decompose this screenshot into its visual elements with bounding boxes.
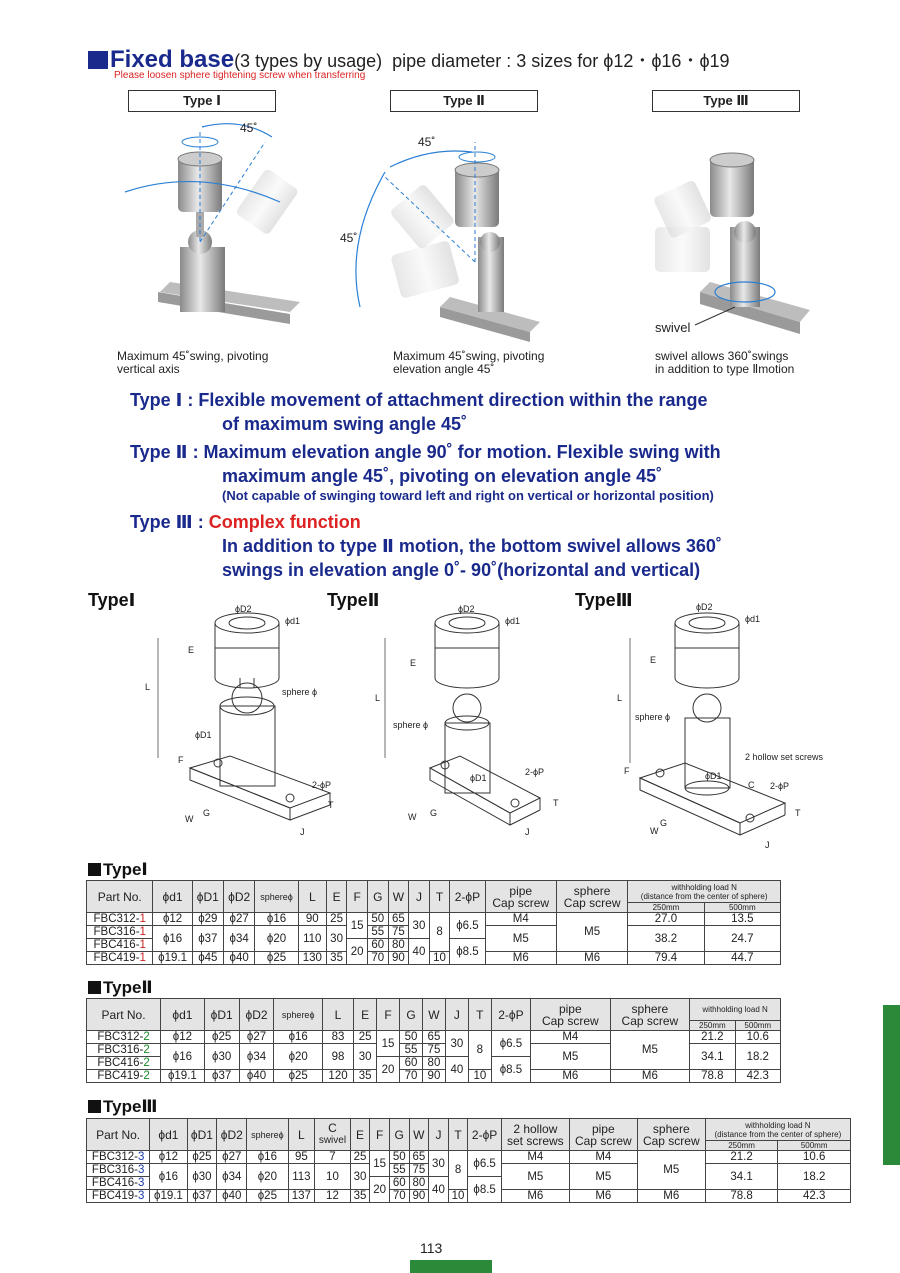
technical-drawings [140,598,860,860]
d3-G: G [660,818,668,828]
d2-W: W [408,812,417,822]
title-rest: (3 types by usage) [234,51,383,71]
photo2-caption: Maximum 45˚swing, pivoting elevation angle 45˚ [393,349,545,376]
table3-title: TypeⅢ [88,1097,158,1117]
d2-sphere: sphere ϕ [393,720,429,730]
photo3-caption: swivel allows 360˚swings in addition to type Ⅱmotion [655,349,795,376]
d2-L: L [375,693,381,703]
photo1-angle: 45˚ [240,121,258,135]
d1-E: E [188,645,195,655]
d1-L: L [145,682,151,692]
desc-type1: Type Ⅰ : Flexible movement of attachment direction within the range of maximum swing angle 45˚ [130,390,708,434]
spec-table-type2: Part No. ϕd1 ϕD1 ϕD2 sphereϕ L E F G W J T 2-ϕP pipe Cap screw sphere Cap screw withholding load N 250mm 500mm FBC312-2 ϕ12 ϕ25 ϕ27 ϕ16 83 25 15 50 65 30 8 ϕ6.5 M4 M5 21.2 10.6 FBC316-2 ϕ16 ϕ30 ϕ34 ϕ20 98 30 55 75 M5 34.1 18.2 FBC416-2 20 60 80 40 ϕ8.5 FBC419-2 ϕ19.1 ϕ37 ϕ40 ϕ25 120 35 70 90 10 M6 M6 78.8 42.3 [86,998,781,1083]
drawing-type3 [630,613,785,835]
d3-C: C [748,780,755,790]
photo1-caption: Maximum 45˚swing, pivoting vertical axis [117,349,269,376]
photo-type2 [340,135,540,342]
drawing-title-type1: TypeⅠ [88,590,136,610]
title-square-icon [88,51,108,69]
photo2-angle-side: 45˚ [340,231,358,245]
drawing-type2 [385,613,540,825]
d3-hollow: 2 hollow set screws [745,752,824,762]
photo3-swivel: swivel [655,320,691,335]
page-number: 113 [420,1240,443,1256]
d2-P: 2-ϕP [525,767,545,777]
d2-T: T [553,798,559,808]
d3-W: W [650,826,659,836]
d2-G: G [430,808,438,818]
drawing-title-type3: TypeⅢ [575,590,633,610]
pipe-diameter: pipe diameter : 3 sizes for ϕ12・ϕ16・ϕ19 [392,51,730,71]
d1-J: J [300,827,305,837]
d1-d1: ϕd1 [285,616,301,626]
d1-G: G [203,808,211,818]
side-tab [883,1005,900,1165]
d1-D1: ϕD1 [195,730,212,740]
d1-D2: ϕD2 [235,604,252,614]
spec-table-type1: Part No. ϕd1 ϕD1 ϕD2 sphereϕ L E F G W J T 2-ϕP pipe Cap screw sphere Cap screw withholding load N (distance from the center of sphere) 250mm 500mm FBC312-1 ϕ12 ϕ29 ϕ27 ϕ16 90 25 15 50 65 30 8 ϕ6.5 M4 M5 27.0 13.5 FBC316-1 ϕ16 ϕ37 ϕ34 ϕ20 110 30 55 75 M5 38.2 24.7 FBC416-1 20 60 80 40 ϕ8.5 FBC419-1 ϕ19.1 ϕ45 ϕ40 ϕ25 130 35 70 90 10 M6 M6 79.4 44.7 [86,880,781,965]
photo-label-type3: Type Ⅲ [652,90,800,112]
d1-W: W [185,814,194,824]
photo2-angle-top: 45˚ [418,135,436,149]
table2-title: TypeⅡ [88,978,153,998]
desc-type2-note: (Not capable of swinging toward left and right on vertical or horizontal position) [222,488,714,503]
d3-F: F [624,766,630,776]
photo-label-type1: Type Ⅰ [128,90,276,112]
spec-table-type3: Part No. ϕd1 ϕD1 ϕD2 sphereϕ L C swivel E F G W J T 2-ϕP 2 hollow set screws pipe Cap screw sphere Cap screw withholding load N (distance from the center of sphere) 250mm 500mm FBC312-3 ϕ12 ϕ25 ϕ27 ϕ16 95 7 25 15 50 65 30 8 ϕ6.5 M4 M4 M5 21.2 10.6 FBC316-3 ϕ16 ϕ30 ϕ34 ϕ20 113 10 30 55 75 M5 M5 34.1 18.2 FBC416-3 20 60 80 40 ϕ8.5 FBC419-3 ϕ19.1 ϕ37 ϕ40 ϕ25 137 12 35 70 90 10 M6 M6 M6 78.8 42.3 [86,1118,851,1203]
d1-P: 2-ϕP [312,780,332,790]
d2-D1: ϕD1 [470,773,487,783]
d3-J: J [765,840,770,850]
d1-sphere: sphere ϕ [282,687,318,697]
photo-label-type2: Type Ⅱ [390,90,538,112]
d2-D2: ϕD2 [458,604,475,614]
photo-type3 [653,153,810,335]
d2-E: E [410,658,417,668]
footer-green-bar [410,1260,492,1273]
d1-T: T [328,800,334,810]
d3-D1: ϕD1 [705,771,722,781]
d3-E: E [650,655,657,665]
title-bold: Fixed base [110,46,235,73]
d3-L: L [617,693,623,703]
table1-title: TypeⅠ [88,860,148,880]
drawing-type1 [158,613,330,820]
d2-J: J [525,827,530,837]
d3-d1: ϕd1 [745,614,761,624]
drawing-title-type2: TypeⅡ [327,590,380,610]
desc-type3: Type Ⅲ : Complex function In addition to type Ⅱ motion, the bottom swivel allows 360˚ swings in elevation angle 0˚- 90˚(horizontal and vertical) [130,512,722,580]
d3-D2: ϕD2 [696,602,713,612]
d2-d1: ϕd1 [505,616,521,626]
d3-T: T [795,808,801,818]
desc-type2: Type Ⅱ : Maximum elevation angle 90˚ for motion. Flexible swing with maximum angle 45˚, pivoting on elevation angle 45˚ [130,442,721,486]
d3-P: 2-ϕP [770,781,790,791]
product-photos [100,112,900,352]
photo-type1 [125,121,300,324]
d3-sphere: sphere ϕ [635,712,671,722]
d1-F: F [178,755,184,765]
transfer-note: Please loosen sphere tightening screw when transferring [114,70,366,81]
